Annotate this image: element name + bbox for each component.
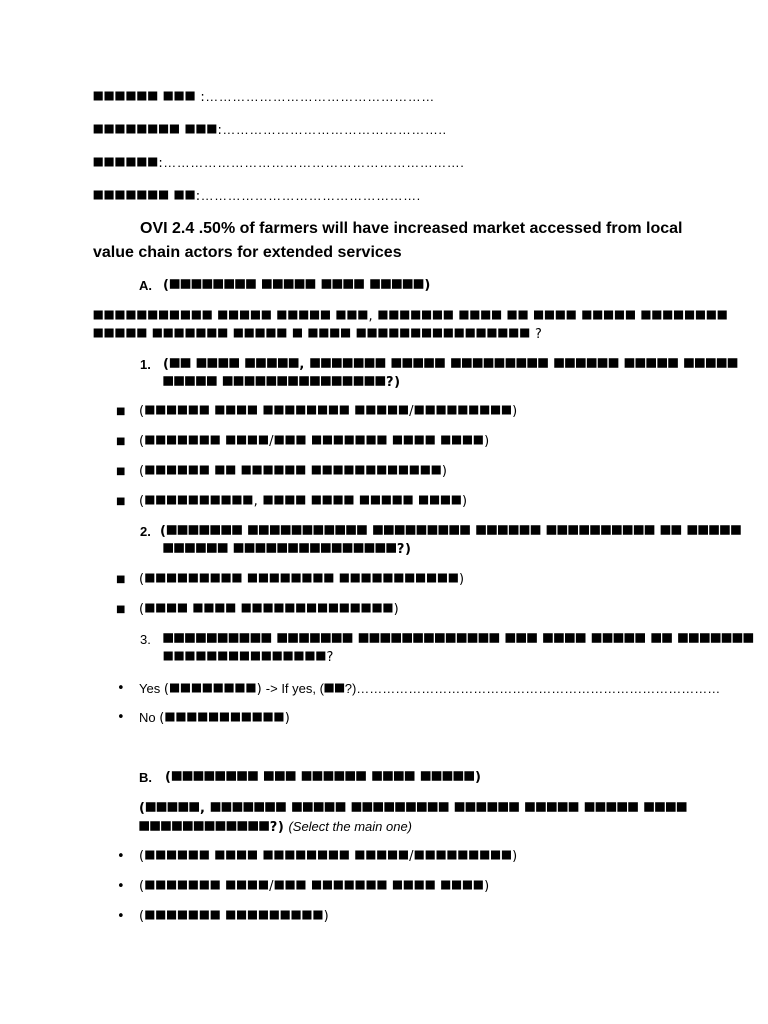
section-a-heading: (⯀⯀⯀⯀⯀⯀⯀⯀ ⯀⯀⯀⯀⯀ ⯀⯀⯀⯀ ⯀⯀⯀⯀⯀)	[163, 278, 431, 293]
q2-option-2: (⯀⯀⯀⯀ ⯀⯀⯀⯀ ⯀⯀⯀⯀⯀⯀⯀⯀⯀⯀⯀⯀⯀⯀)	[139, 602, 400, 617]
bullet-square-icon: ■	[116, 496, 126, 507]
question-3-line-2: ⯀⯀⯀⯀⯀⯀⯀⯀⯀⯀⯀⯀⯀⯀⯀?	[163, 650, 334, 665]
b-option-3: (⯀⯀⯀⯀⯀⯀⯀ ⯀⯀⯀⯀⯀⯀⯀⯀⯀)	[139, 909, 330, 924]
field-label: ⯀⯀⯀⯀⯀⯀⯀⯀ ⯀⯀⯀:	[93, 123, 223, 138]
section-a-marker: A.	[139, 278, 152, 293]
section-b-marker: B.	[139, 770, 152, 785]
bullet-dot-icon: •	[117, 909, 125, 924]
field-blank: ………………………………………………………….	[163, 155, 465, 170]
b-option-2: (⯀⯀⯀⯀⯀⯀⯀ ⯀⯀⯀⯀/⯀⯀⯀ ⯀⯀⯀⯀⯀⯀⯀ ⯀⯀⯀⯀ ⯀⯀⯀⯀)	[139, 879, 490, 894]
section-a-intro-line-2: ⯀⯀⯀⯀⯀ ⯀⯀⯀⯀⯀⯀⯀ ⯀⯀⯀⯀⯀ ⯀ ⯀⯀⯀⯀ ⯀⯀⯀⯀⯀⯀⯀⯀⯀⯀⯀⯀⯀⯀⯀⯀ ?	[93, 327, 543, 342]
q1-option-1: (⯀⯀⯀⯀⯀⯀ ⯀⯀⯀⯀ ⯀⯀⯀⯀⯀⯀⯀⯀ ⯀⯀⯀⯀⯀/⯀⯀⯀⯀⯀⯀⯀⯀⯀)	[139, 404, 518, 419]
q3-no-option	[139, 709, 290, 728]
yes-blank: …………………………………………………………………………	[356, 681, 721, 696]
field-line-2	[93, 121, 447, 140]
no-local-label: (⯀⯀⯀⯀⯀⯀⯀⯀⯀⯀⯀)	[159, 711, 291, 726]
question-1-number: 1.	[140, 357, 151, 372]
question-2-line-2: ⯀⯀⯀⯀⯀⯀ ⯀⯀⯀⯀⯀⯀⯀⯀⯀⯀⯀⯀⯀⯀⯀?)	[163, 542, 412, 557]
q2-option-1: (⯀⯀⯀⯀⯀⯀⯀⯀⯀ ⯀⯀⯀⯀⯀⯀⯀⯀ ⯀⯀⯀⯀⯀⯀⯀⯀⯀⯀⯀)	[139, 572, 465, 587]
ovi-title-line-2: value chain actors for extended services	[93, 244, 402, 261]
q3-yes-option	[139, 680, 720, 699]
bullet-square-icon: ■	[116, 436, 126, 447]
q1-option-2: (⯀⯀⯀⯀⯀⯀⯀ ⯀⯀⯀⯀/⯀⯀⯀ ⯀⯀⯀⯀⯀⯀⯀ ⯀⯀⯀⯀ ⯀⯀⯀⯀)	[139, 434, 490, 449]
if-yes-text: -> If yes, (⯀⯀?)	[262, 681, 357, 696]
no-label: No	[139, 710, 160, 725]
b-option-1: (⯀⯀⯀⯀⯀⯀ ⯀⯀⯀⯀ ⯀⯀⯀⯀⯀⯀⯀⯀ ⯀⯀⯀⯀⯀/⯀⯀⯀⯀⯀⯀⯀⯀⯀)	[139, 849, 518, 864]
question-2-number: 2.	[140, 524, 151, 539]
field-label: ⯀⯀⯀⯀⯀⯀⯀ ⯀⯀:	[93, 189, 201, 204]
section-b-question-text: ⯀⯀⯀⯀⯀⯀⯀⯀⯀⯀⯀⯀?)	[139, 820, 285, 835]
question-3-number: 3.	[140, 632, 151, 647]
ovi-title-line-1: OVI 2.4 .50% of farmers will have increased market accessed from local	[140, 220, 683, 237]
select-note: (Select the main one)	[288, 819, 413, 834]
bullet-square-icon: ■	[116, 604, 126, 615]
section-b-question-line-2	[139, 818, 412, 837]
bullet-dot-icon: •	[117, 879, 125, 894]
field-line-3	[93, 154, 464, 173]
yes-local-label: (⯀⯀⯀⯀⯀⯀⯀⯀)	[163, 682, 263, 697]
bullet-square-icon: ■	[116, 406, 126, 417]
field-label: ⯀⯀⯀⯀⯀⯀ ⯀⯀⯀ :	[93, 90, 206, 105]
field-blank: ………………………………………….	[200, 188, 421, 203]
bullet-square-icon: ■	[116, 466, 126, 477]
question-2-line-1: (⯀⯀⯀⯀⯀⯀⯀ ⯀⯀⯀⯀⯀⯀⯀⯀⯀⯀⯀ ⯀⯀⯀⯀⯀⯀⯀⯀⯀ ⯀⯀⯀⯀⯀⯀ ⯀⯀⯀⯀⯀⯀⯀⯀⯀⯀ ⯀⯀ ⯀⯀⯀⯀⯀	[160, 524, 742, 539]
field-blank: ……………………………………………	[205, 89, 435, 104]
q1-option-3: (⯀⯀⯀⯀⯀⯀ ⯀⯀ ⯀⯀⯀⯀⯀⯀ ⯀⯀⯀⯀⯀⯀⯀⯀⯀⯀⯀⯀)	[139, 464, 448, 479]
bullet-dot-icon: •	[117, 849, 125, 864]
yes-label: Yes	[139, 681, 164, 696]
field-line-4	[93, 187, 421, 206]
field-label: ⯀⯀⯀⯀⯀⯀:	[93, 156, 164, 171]
field-blank: …………………………………………..	[222, 122, 447, 137]
question-3-line-1: ⯀⯀⯀⯀⯀⯀⯀⯀⯀⯀ ⯀⯀⯀⯀⯀⯀⯀ ⯀⯀⯀⯀⯀⯀⯀⯀⯀⯀⯀⯀⯀ ⯀⯀⯀ ⯀⯀⯀⯀ ⯀⯀⯀⯀⯀ ⯀⯀ ⯀⯀⯀⯀⯀⯀⯀	[163, 632, 755, 647]
bullet-square-icon: ■	[116, 574, 126, 585]
question-1-line-2: ⯀⯀⯀⯀⯀ ⯀⯀⯀⯀⯀⯀⯀⯀⯀⯀⯀⯀⯀⯀⯀?)	[163, 375, 401, 390]
section-b-heading: (⯀⯀⯀⯀⯀⯀⯀⯀ ⯀⯀⯀ ⯀⯀⯀⯀⯀⯀ ⯀⯀⯀⯀ ⯀⯀⯀⯀⯀)	[165, 770, 482, 785]
section-a-intro-line-1: ⯀⯀⯀⯀⯀⯀⯀⯀⯀⯀⯀ ⯀⯀⯀⯀⯀ ⯀⯀⯀⯀⯀ ⯀⯀⯀, ⯀⯀⯀⯀⯀⯀⯀ ⯀⯀⯀⯀ ⯀⯀ ⯀⯀⯀⯀ ⯀⯀⯀⯀⯀ ⯀⯀⯀⯀⯀⯀⯀⯀	[93, 309, 728, 324]
field-line-1	[93, 88, 435, 107]
q1-option-4: (⯀⯀⯀⯀⯀⯀⯀⯀⯀⯀, ⯀⯀⯀⯀ ⯀⯀⯀⯀ ⯀⯀⯀⯀⯀ ⯀⯀⯀⯀)	[139, 494, 468, 509]
question-1-line-1: (⯀⯀ ⯀⯀⯀⯀ ⯀⯀⯀⯀⯀, ⯀⯀⯀⯀⯀⯀⯀ ⯀⯀⯀⯀⯀ ⯀⯀⯀⯀⯀⯀⯀⯀⯀ ⯀⯀⯀⯀⯀⯀ ⯀⯀⯀⯀⯀ ⯀⯀⯀⯀⯀	[163, 357, 739, 372]
bullet-dot-icon: •	[117, 681, 125, 696]
bullet-dot-icon: •	[117, 710, 125, 725]
section-b-question-line-1: (⯀⯀⯀⯀⯀, ⯀⯀⯀⯀⯀⯀⯀ ⯀⯀⯀⯀⯀ ⯀⯀⯀⯀⯀⯀⯀⯀⯀ ⯀⯀⯀⯀⯀⯀ ⯀⯀⯀⯀⯀ ⯀⯀⯀⯀⯀ ⯀⯀⯀⯀	[139, 801, 688, 816]
